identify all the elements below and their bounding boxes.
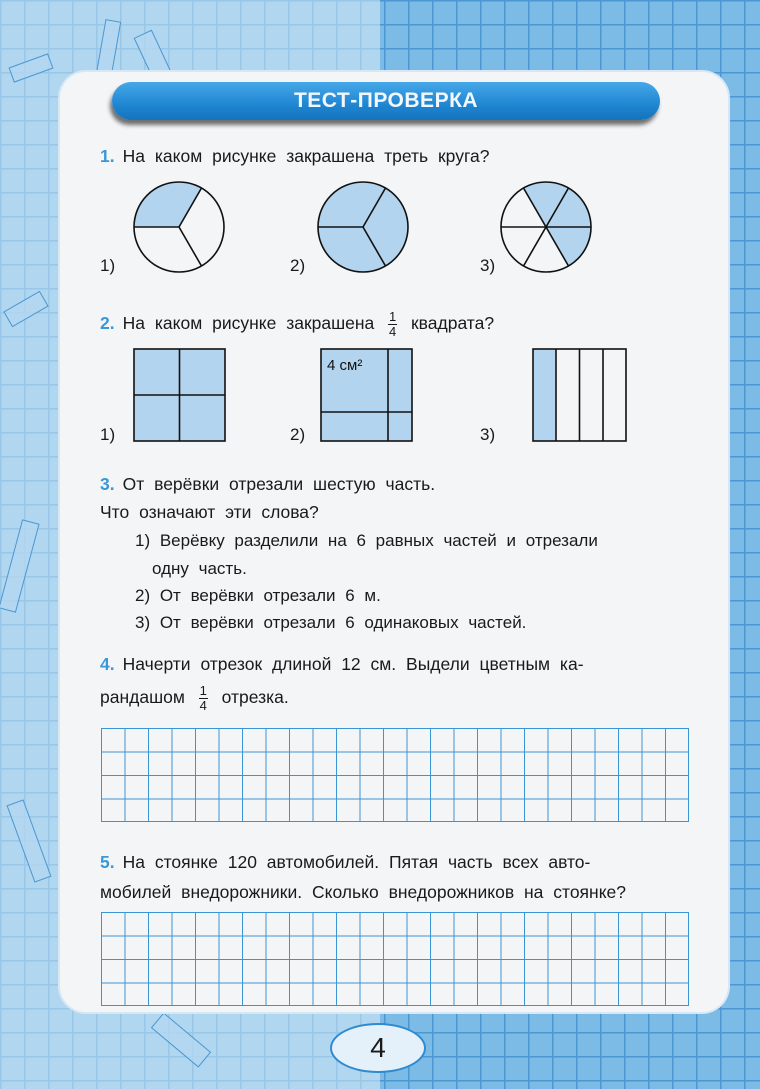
question-text: квадрата? [411, 313, 495, 334]
answer-option-1[interactable]: 1) Верёвку разделили на 6 равных частей и отрезали [135, 531, 598, 550]
fraction-denominator: 4 [389, 324, 397, 339]
question-text: На стоянке 120 автомобилей. Пятая часть всех авто- [122, 852, 591, 872]
circle-figure-2[interactable] [317, 181, 409, 273]
answer-option-1-continued: одну часть. [152, 559, 247, 578]
figure-label: 3) [480, 256, 496, 275]
question-text: На каком рисунке закрашена треть круга? [122, 146, 490, 166]
question-1 [100, 146, 489, 167]
question-4 [100, 654, 584, 675]
figure-label: 3) [480, 425, 496, 444]
question-5-line2: мобилей внедорожники. Сколько внедорожников на стоянке? [100, 882, 627, 902]
answer-grid-4[interactable] [101, 728, 689, 822]
question-number: 3. [100, 474, 115, 494]
figure-label: 1) [100, 256, 116, 275]
question-text: От верёвки отрезали шестую часть. [122, 474, 436, 494]
circle-figure-3[interactable] [500, 181, 592, 273]
question-text: Начерти отрезок длиной 12 см. Выдели цветным ка- [122, 654, 584, 674]
fraction-numerator: 1 [199, 683, 207, 698]
figure-label: 2) [290, 256, 306, 275]
question-number: 2. [100, 313, 115, 334]
square-figure-1[interactable] [133, 348, 226, 442]
fraction [199, 684, 208, 713]
question-5 [100, 852, 590, 873]
answer-option-2[interactable]: 2) От верёвки отрезали 6 м. [135, 586, 381, 605]
question-text: отрезка. [221, 687, 289, 708]
fraction-denominator: 4 [199, 698, 207, 713]
square-figure-3[interactable] [532, 348, 627, 442]
page-number: 4 [330, 1023, 426, 1073]
area-annotation: 4 см² [327, 357, 363, 374]
figure-label: 1) [100, 425, 116, 444]
question-number: 4. [100, 654, 115, 674]
answer-option-3[interactable]: 3) От верёвки отрезали 6 одинаковых частей. [135, 613, 527, 632]
question-number: 1. [100, 146, 115, 166]
question-3-subtext: Что означают эти слова? [100, 502, 319, 522]
fraction [388, 310, 397, 339]
title-banner [112, 82, 660, 120]
question-text: рандашом [100, 687, 185, 708]
question-3 [100, 474, 435, 495]
question-2 [100, 310, 494, 339]
question-number: 5. [100, 852, 115, 872]
fraction-numerator: 1 [389, 309, 397, 324]
question-text: На каком рисунке закрашена [122, 313, 375, 334]
answer-grid-5[interactable] [101, 912, 689, 1006]
square-figure-2[interactable] [320, 348, 413, 442]
question-4-line2 [100, 684, 289, 713]
figure-label: 2) [290, 425, 306, 444]
circle-figure-1[interactable] [133, 181, 225, 273]
page-title: ТЕСТ-ПРОВЕРКА [293, 89, 479, 112]
